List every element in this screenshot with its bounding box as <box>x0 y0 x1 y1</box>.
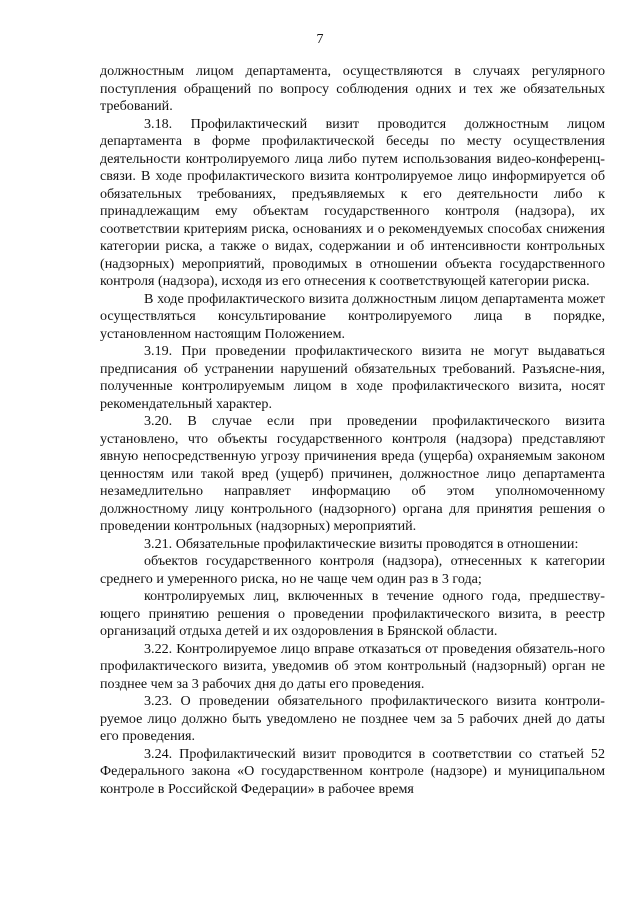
paragraph-3-21-item-1: объектов государственного контроля (надзора), отнесенных к категории среднего и умеренного риска, но не чаще чем один раз в 3 года; <box>100 553 605 587</box>
paragraph-continuation: должностным лицом департамента, осуществляются в случаях регулярного поступления обращений по вопросу соблюдения одних и тех же обязательных требований. <box>100 63 605 114</box>
page-number: 7 <box>316 32 324 47</box>
paragraph-3-23: 3.23. О проведении обязательного профилактического визита контроли-руемое лицо должно быть уведомлено не позднее чем за 5 рабочих дней до даты его проведения. <box>100 693 605 744</box>
paragraph-3-21: 3.21. Обязательные профилактические визиты проводятся в отношении: <box>144 535 579 552</box>
paragraph-3-20: 3.20. В случае если при проведении профилактического визита установлено, что объекты государственного контроля (надзора) представляют явную непосредственную угрозу причинения вреда (ущерба) охраняемым законом ценностям или такой вред (ущерб) причинен, должностное лицо департамента незамедлительно направляет информацию об этом уполномоченному должностному лицу контрольного (надзорного) органа для принятия решения о проведении контрольных (надзорных) мероприятий. <box>100 413 605 534</box>
paragraph-3-19: 3.19. При проведении профилактического визита не могут выдаваться предписания об устранении нарушений обязательных требований. Разъясне-ния, полученные контролируемым лицом в ходе профилактического визита, носят рекомендательный характер. <box>100 343 605 412</box>
document-body <box>100 63 605 798</box>
paragraph-3-24: 3.24. Профилактический визит проводится в соответствии со статьей 52 Федерального закона «О государственном контроле (надзоре) и муниципальном контроле в Российской Федерации» в рабочее время <box>100 745 605 797</box>
paragraph-3-18: 3.18. Профилактический визит проводится должностным лицом департамента в форме профилактической беседы по месту осуществления деятельности контролируемого лица либо путем использования видео-конференц-связи. В ходе профилактического визита контролируемое лицо информируется об обязательных требованиях, предъявляемых к его деятельности либо к принадлежащим ему объектам государственного контроля (надзора), их соответствии критериям риска, основаниях и о рекомендуемых способах снижения категории риска, а также о видах, содержании и об интенсивности контрольных (надзорных) мероприятий, проводимых в отношении объекта государственного контроля (надзора), исходя из его отнесения к соответствующей категории риска. <box>100 115 605 289</box>
paragraph-consultation: В ходе профилактического визита должностным лицом департамента может осуществляться консультирование контролируемого лица в порядке, установленном настоящим Положением. <box>100 290 605 342</box>
paragraph-3-21-item-2: контролируемых лиц, включенных в течение одного года, предшеству-ющего принятию решения о проведении профилактического визита, в реестр организаций отдыха детей и их оздоровления в Брянской области. <box>100 588 605 639</box>
paragraph-3-22: 3.22. Контролируемое лицо вправе отказаться от проведения обязатель-ного профилактического визита, уведомив об этом контрольный (надзорный) орган не позднее чем за 3 рабочих дня до даты его проведения. <box>100 640 605 692</box>
